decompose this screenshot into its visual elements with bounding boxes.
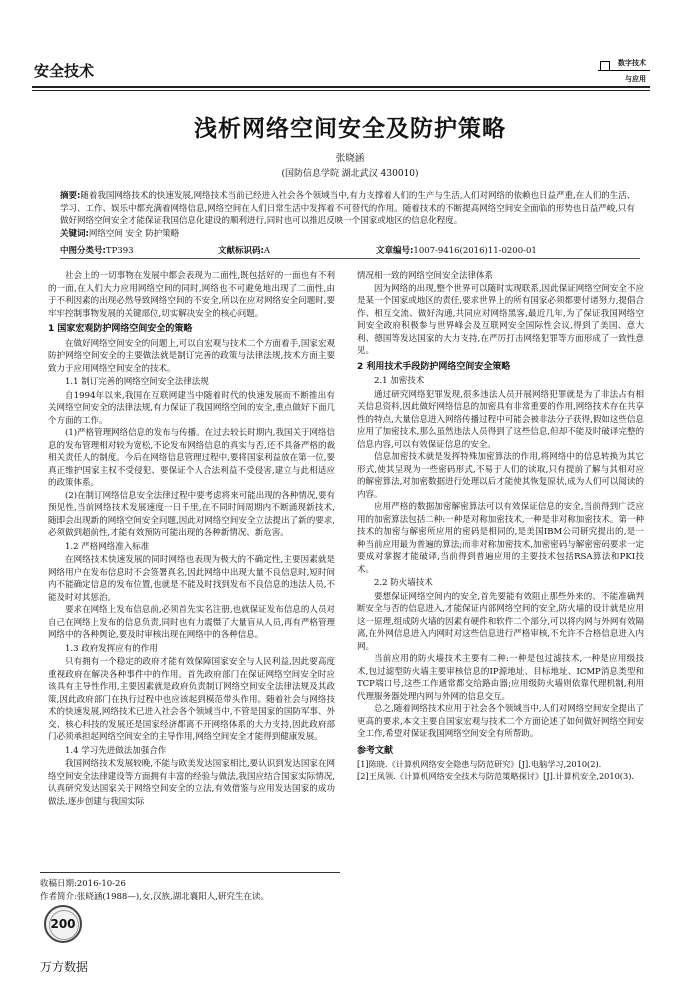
right-column — [357, 270, 644, 782]
author-bio: 作者简介:张晓涵(1988—),女,汉族,湖北襄阳人,研究生在读。 — [40, 892, 269, 902]
paragraph: 自1994年以来,我国在互联网建当中随着时代的快速发展而不断推出有关网络空间安全的法律法规,有力保证了我国网络空间的安全,重点做好下面几个方面的工作。 — [48, 390, 335, 426]
header-rule-thin — [32, 90, 650, 91]
paragraph: 我国网络技术发展较晚,不能与欧美发达国家相比,要认识到发达国家在网络空间安全法律建设等方面拥有丰富的经验与做法,我国应结合国家实际情况,认真研究发达国家关于网络空间安全的立法,有效借鉴与应用发达国家的成功做法,逐步创建与我国实际 — [48, 759, 335, 807]
section-header: 安全技术 — [34, 62, 95, 80]
paper-title: 浅析网络空间安全及防护策略 — [194, 116, 506, 142]
abstract — [60, 190, 640, 240]
paragraph: 在做好网络空间安全的问题上,可以自宏观与技术二个方面着手,国家宏观防护网络空间安全的主要做法就是制订完善的政策与法律法规,技术方面主要致力于应用网络空间安全的技术。 — [48, 338, 335, 374]
page-ring-icon — [49, 910, 79, 940]
section-heading: 1 国家宏观防护网络空间安全的策略 — [48, 324, 193, 334]
section-heading: 2 利用技术手段防护网络空间安全策略 — [357, 361, 511, 372]
paragraph: 通过研究网络犯罪发现,很多违法人员开展网络犯罪就是为了非法占有相关信息资料,因此做好网络信息的加密具有非常重要的作用,网络技术存在共享性的特点,大量信息进入网络传播过程中可能会被非法分子获得,假如这些信息应用了加密技术,那么虽然违法人员得到了这些信息,但却不能及时破译完整的信息内容,可以有效保证信息的安全。 — [357, 389, 644, 450]
paragraph: 信息加密技术就是发挥特殊加密算法的作用,将网络中的信息转换为其它形式,使其呈现为一些密码形式,不易于人们的读取,只有提前了解与其相对应的解密算法,对加密数据进行处理以后才能使其恢复原状,成为人们可以阅读的内容。 — [357, 452, 644, 500]
abstract-label: 摘要: — [60, 191, 81, 201]
journal-logo — [598, 56, 650, 86]
header-rule — [32, 86, 650, 88]
subsection-heading: 2.1 加密技术 — [374, 376, 425, 386]
references-heading: 参考文献 — [357, 745, 394, 756]
article-number: 文章编号:1007-9416(2016)11-0200-01 — [376, 246, 537, 256]
left-column — [48, 270, 335, 808]
paragraph: 社会上的一切事物在发展中都会表现为二面性,既包括好的一面也有不利的一面,在人们大力应用网络空间的同时,网络也不可避免地出现了二面性,由于不利因素的出现必然导致网络空间的不安全,所以在应对网络安全问题时,要牢牢控制事物发展的关键部位,切实解决安全的核心问题。 — [48, 271, 335, 319]
keywords: 网络空间 安全 防护策略 — [88, 228, 180, 239]
subsection-heading: 1.2 严格网络准入标准 — [65, 541, 150, 552]
paragraph: 在网络技术快速发展的同时网络也表现为极大的不确定性,主要因素就是网络用户在发布信息时不会签署真名,因此网络中出现大量不良信息时,短时间内不能确定信息的发布位置,也就是不能及时找到发布不良信息的违法人员,不能及时对其惩治。 — [48, 555, 335, 603]
paragraph: 要求在网络上发布信息前,必须首先实名注册,也就保证发布信息的人员对自己在网络上发布的信息负责,同时也有力震慑了大量盲从人员,再有严格管理网络中的各种舆论,要及时审核出现在网络中的各种信息。 — [48, 605, 335, 640]
footnote-rule — [40, 872, 340, 873]
received-date: 收稿日期:2016-10-26 — [40, 879, 126, 889]
logo-line2: 与应用 — [625, 75, 646, 83]
subsection-heading: 1.1 制订完善的网络空间安全法律法规 — [65, 377, 209, 387]
paragraph: 应用严格的数据加密解密算法可以有效保证信息的安全,当前得到广泛应用的加密算法包括二种:一种是对称加密技术,一种是非对称加密技术。第一种技术的加密与解密所应用的密码是相同的,是美国IBM公司研究提出的,是一种当前应用最为普遍的算法;而非对称加密技术,加密密码与解密密码要求一定要成对掌握才能破译,当前得到普遍应用的主要技术包括RSA算法和PKI技术。 — [357, 502, 644, 575]
subsection-heading: 1.3 政府发挥应有的作用 — [65, 643, 158, 654]
paragraph: 要想保证网络空间内的安全,首先要能有效阻止那些外来的、不能准确判断安全与否的信息进入,才能保证内部网络空间的安全,防火墙的设计就是应用这一原理,组成防火墙的因素有硬件和软件二个部分,可以将内网与外网有效隔离,在外网信息进入内网时对这些信息进行严格审核,不允许不合格信息进入内网。 — [357, 591, 644, 652]
paragraph: (2)在制订网络信息安全法律过程中要考虑将来可能出现的各种情况,要有预见性,当前网络技术发展速度一日千里,在不同时间周期内不断涌现新技术,随即会出现新的网络空间安全问题,因此对网络空间安全立法提出了新的要求,必须做到超前性,才能有效预防可能出现的各种新情况、新危害。 — [48, 490, 335, 538]
subsection-heading: 1.4 学习先进做法加强合作 — [65, 745, 167, 756]
abstract-text: 随着我国网络技术的快速发展,网络技术当前已经进入社会各个领域当中,有力支撑着人们的生产与生活,人们对网络的依赖也日益严重,在人们的生活、学习、工作、娱乐中都充满着网络信息,网络空间在人们日常生活中发挥着不可替代的作用。随着技术的不断提高网络空间安全面临的形势也日益严峻,只有做好网络空间安全才能保证我国信息化建设的顺利进行,同时也可以推迟反映一个国家或地区的信息化程度。 — [60, 191, 636, 226]
logo-line1: 数字技术 — [618, 59, 646, 67]
paragraph: (1)严格管理网络信息的发布与传播。在过去较长时期内,我国关于网络信息的发布管理相对较为宽松,不论发布网络信息的真实与否,还不具备严格的裁相关责任人的制度。今后在网络信息管理过程中,要将国家利益放在第一位,要真正维护国家主权不受侵犯、要保证个人合法利益不受侵害,建立与此相适应的政策体系。 — [48, 428, 335, 488]
author: 张晓涵 — [335, 153, 365, 164]
paragraph: 当前应用的防火墙技术主要有二种:一种是包过滤技术,一种是应用级技术,包过滤型防火墙主要审核信息的IP源地址、目标地址、ICMP消息类型和TCP端口号,这些工作通常都交给路由器;应用级防火墙则依靠代理机制,利用代理服务器处理内网与外网的信息交互。 — [357, 654, 644, 702]
reference-item: [1]陈晓.《计算机网络安全隐患与防范研究》[J].电脑学习,2010(2). — [357, 759, 602, 769]
abstract-rule — [60, 258, 640, 259]
paragraph: 情况相一致的网络空间安全法律体系 — [357, 271, 494, 281]
page-number: 200 — [50, 917, 76, 931]
paragraph: 总之,随着网络技术应用于社会各个领域当中,人们对网络空间安全提出了更高的要求,本文主要自国家宏观与技术二个方面论述了如何做好网络空间安全工作,希望对保证我国网络空间安全有所帮助。 — [357, 704, 644, 739]
keywords-label: 关键词: — [60, 228, 89, 239]
paragraph: 因为网络的出现,整个世界可以随时实现联系,因此保证网络空间安全不应是某一个国家或地区的责任,要求世界上的所有国家必须都要付诸努力,提倡合作、相互交流、做好沟通,共同应对网络黑客,最近几年,为了保证我国网络空间安全政府积极参与世界峰会及互联网安全国际性会议,得到了美国、意大利、德国等发达国家的大力支持,在严厉打击网络犯罪等方面形成了一致性意见。 — [357, 283, 644, 356]
paragraph: 只有拥有一个稳定的政府才能有效保障国家安全与人民利益,因此要高度重视政府在解决各种事件中的作用。首先政府部门在保证网络空间安全时应该具有主导性作用,主要因素就是政府负责制订网络空间安全法律法规及其政策,因此政府部门在执行过程中也应该起到模范带头作用。随着社会与网络技术的快速发展,网络技术已进入社会各个领域当中,不管是国家的国防军事、外交、核心科技的发展还是国家经济都离不开网络体系的大力支持,因此政府部门必须承担起网络空间安全的主导作用,网络空间安全才能得到健康发展。 — [48, 657, 335, 742]
clc-number: 中图分类号:TP393 — [60, 246, 134, 256]
subsection-heading: 2.2 防火墙技术 — [374, 578, 433, 588]
reference-item: [2]王凤领.《计算机网络安全技术与防范策略探讨》[J].计算机安全,2010(3). — [357, 770, 634, 781]
logo-divider — [598, 70, 650, 71]
footer-watermark: 万方数据 — [40, 960, 89, 974]
affiliation: (国防信息学院 湖北武汉 430010) — [281, 169, 419, 179]
doc-code: 文献标识码:A — [218, 246, 271, 256]
page-number-badge — [44, 905, 82, 943]
